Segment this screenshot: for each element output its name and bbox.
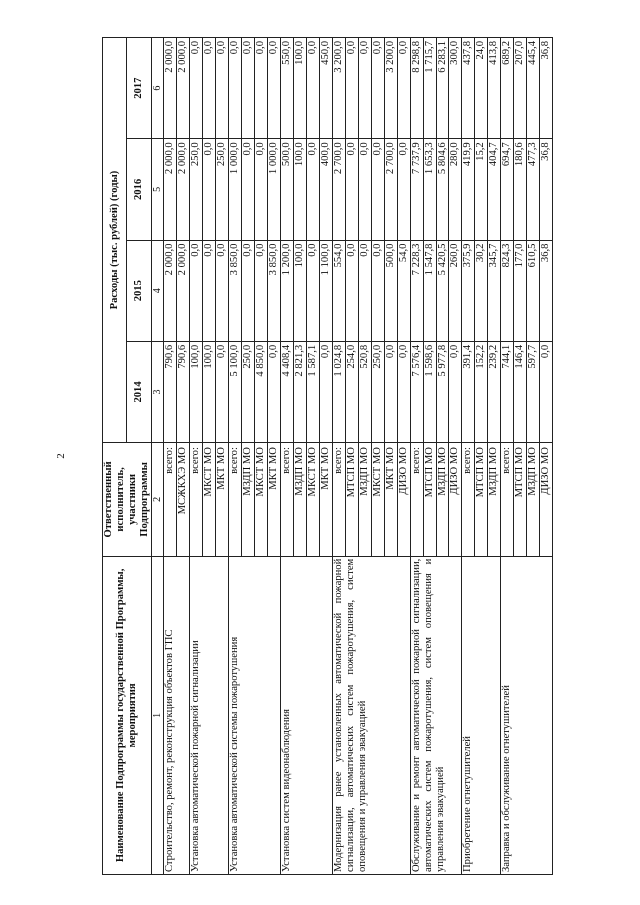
expense-cell: 0,0 bbox=[397, 139, 410, 240]
table-row bbox=[501, 38, 514, 875]
expense-cell: 1 000,0 bbox=[229, 139, 242, 240]
expense-cell: 3 850,0 bbox=[229, 240, 242, 341]
activity-name: Строительство, ремонт, реконструкция объектов ГПС bbox=[164, 556, 190, 874]
table-row bbox=[190, 38, 203, 875]
expense-cell: 1 653,3 bbox=[423, 139, 436, 240]
expense-cell: 0,0 bbox=[254, 139, 267, 240]
activity-name: Приобретение огнетушителей bbox=[462, 556, 501, 874]
expense-cell: 100,0 bbox=[293, 240, 306, 341]
expense-cell: 100,0 bbox=[293, 38, 306, 139]
expense-cell: 2 000,0 bbox=[177, 38, 190, 139]
expense-cell: 0,0 bbox=[540, 341, 553, 442]
executor-cell: МТСП МО bbox=[423, 443, 436, 557]
expense-cell: 0,0 bbox=[190, 38, 203, 139]
expense-cell: 450,0 bbox=[319, 38, 332, 139]
expense-cell: 520,8 bbox=[358, 341, 371, 442]
table-row bbox=[229, 38, 242, 875]
executor-cell: МКСТ МО bbox=[203, 443, 216, 557]
expense-cell: 554,0 bbox=[332, 240, 345, 341]
executor-cell: всего: bbox=[462, 443, 475, 557]
expense-cell: 437,8 bbox=[462, 38, 475, 139]
expense-cell: 0,0 bbox=[449, 341, 462, 442]
expense-cell: 0,0 bbox=[241, 38, 254, 139]
expense-cell: 0,0 bbox=[345, 240, 358, 341]
executor-cell: всего: bbox=[229, 443, 242, 557]
activity-name: Установка систем видеонаблюдения bbox=[280, 556, 332, 874]
expense-cell: 0,0 bbox=[358, 38, 371, 139]
table-row bbox=[462, 38, 475, 875]
table-row bbox=[164, 38, 177, 875]
expense-cell: 1 587,1 bbox=[306, 341, 319, 442]
expenses-table bbox=[102, 37, 553, 875]
expense-cell: 404,7 bbox=[488, 139, 501, 240]
expense-cell: 744,1 bbox=[501, 341, 514, 442]
executor-cell: всего: bbox=[501, 443, 514, 557]
expense-cell: 24,0 bbox=[475, 38, 488, 139]
column-number: 2 bbox=[151, 443, 163, 557]
expense-cell: 0,0 bbox=[267, 341, 280, 442]
expense-cell: 0,0 bbox=[216, 341, 229, 442]
expense-cell: 413,8 bbox=[488, 38, 501, 139]
expense-cell: 0,0 bbox=[358, 139, 371, 240]
expense-cell: 0,0 bbox=[254, 38, 267, 139]
expense-cell: 0,0 bbox=[254, 240, 267, 341]
expense-cell: 4 408,4 bbox=[280, 341, 293, 442]
executor-cell: МЗДП МО bbox=[436, 443, 449, 557]
expense-cell: 250,0 bbox=[190, 139, 203, 240]
executor-cell: МЗДП МО bbox=[527, 443, 540, 557]
column-number: 6 bbox=[151, 38, 163, 139]
expense-cell: 445,4 bbox=[527, 38, 540, 139]
expense-cell: 36,8 bbox=[540, 38, 553, 139]
expense-cell: 36,8 bbox=[540, 240, 553, 341]
expense-cell: 0,0 bbox=[229, 38, 242, 139]
executor-cell: всего: bbox=[164, 443, 177, 557]
executor-cell: МТСП МО bbox=[345, 443, 358, 557]
expense-cell: 1 100,0 bbox=[319, 240, 332, 341]
expense-cell: 7 576,4 bbox=[410, 341, 423, 442]
table-row bbox=[410, 38, 423, 875]
header-name: Наименование Подпрограммы государственной Программы, мероприятия bbox=[103, 556, 152, 874]
executor-cell: МТСП МО bbox=[514, 443, 527, 557]
activity-name: Установка автоматической пожарной сигнализации bbox=[190, 556, 229, 874]
expense-cell: 3 200,0 bbox=[384, 38, 397, 139]
expense-cell: 0,0 bbox=[203, 240, 216, 341]
expense-cell: 2 000,0 bbox=[177, 240, 190, 341]
expense-cell: 5 420,5 bbox=[436, 240, 449, 341]
expense-cell: 254,0 bbox=[345, 341, 358, 442]
expense-cell: 177,0 bbox=[514, 240, 527, 341]
activity-name: Установка автоматической системы пожаротушения bbox=[229, 556, 281, 874]
expense-cell: 0,0 bbox=[358, 240, 371, 341]
column-number: 3 bbox=[151, 341, 163, 442]
header-year: 2014 bbox=[127, 341, 151, 442]
expense-cell: 0,0 bbox=[345, 139, 358, 240]
table-row bbox=[280, 38, 293, 875]
expense-cell: 345,7 bbox=[488, 240, 501, 341]
expense-cell: 0,0 bbox=[306, 38, 319, 139]
expense-cell: 0,0 bbox=[371, 38, 384, 139]
executor-cell: ДИЗО МО bbox=[540, 443, 553, 557]
expense-cell: 0,0 bbox=[397, 341, 410, 442]
executor-cell: МКТ МО bbox=[319, 443, 332, 557]
expense-cell: 239,2 bbox=[488, 341, 501, 442]
expense-cell: 0,0 bbox=[203, 139, 216, 240]
expense-cell: 30,2 bbox=[475, 240, 488, 341]
expense-cell: 824,3 bbox=[501, 240, 514, 341]
expense-cell: 694,7 bbox=[501, 139, 514, 240]
expense-cell: 375,9 bbox=[462, 240, 475, 341]
expense-cell: 36,8 bbox=[540, 139, 553, 240]
expense-cell: 180,6 bbox=[514, 139, 527, 240]
column-number: 4 bbox=[151, 240, 163, 341]
expense-cell: 0,0 bbox=[371, 240, 384, 341]
expense-cell: 500,0 bbox=[280, 139, 293, 240]
expense-cell: 0,0 bbox=[319, 341, 332, 442]
expense-cell: 3 200,0 bbox=[332, 38, 345, 139]
expense-cell: 207,0 bbox=[514, 38, 527, 139]
expense-cell: 2 700,0 bbox=[384, 139, 397, 240]
expense-cell: 0,0 bbox=[306, 240, 319, 341]
expense-cell: 0,0 bbox=[203, 38, 216, 139]
executor-cell: МЗДП МО bbox=[488, 443, 501, 557]
expense-cell: 4 850,0 bbox=[254, 341, 267, 442]
expense-cell: 2 700,0 bbox=[332, 139, 345, 240]
expense-cell: 597,7 bbox=[527, 341, 540, 442]
expense-cell: 0,0 bbox=[216, 240, 229, 341]
expense-cell: 2 821,3 bbox=[293, 341, 306, 442]
executor-cell: МЗДП МО bbox=[293, 443, 306, 557]
expense-cell: 5 100,0 bbox=[229, 341, 242, 442]
expense-cell: 0,0 bbox=[384, 341, 397, 442]
header-year: 2016 bbox=[127, 139, 151, 240]
executor-cell: МСЖКХЭ МО bbox=[177, 443, 190, 557]
expense-cell: 7 737,9 bbox=[410, 139, 423, 240]
expense-cell: 5 804,6 bbox=[436, 139, 449, 240]
expense-cell: 7 228,3 bbox=[410, 240, 423, 341]
activity-name: Обслуживание и ремонт автоматической пожарной сигнализации, автоматических систем пожаротушения, систем оповещения и управления эвакуацией bbox=[410, 556, 462, 874]
activity-name: Модернизация ранее установленных автоматической пожарной сигнализации, автоматических систем пожаротушения, систем оповещения и управления эвакуацией bbox=[332, 556, 410, 874]
expense-cell: 550,0 bbox=[280, 38, 293, 139]
expense-cell: 300,0 bbox=[449, 38, 462, 139]
expense-cell: 2 000,0 bbox=[177, 139, 190, 240]
expense-cell: 100,0 bbox=[203, 341, 216, 442]
expense-cell: 419,9 bbox=[462, 139, 475, 240]
expense-cell: 1 715,7 bbox=[423, 38, 436, 139]
expense-cell: 5 977,8 bbox=[436, 341, 449, 442]
activity-name: Заправка и обслуживание огнетушителей bbox=[501, 556, 553, 874]
expense-cell: 0,0 bbox=[267, 38, 280, 139]
executor-cell: ДИЗО МО bbox=[449, 443, 462, 557]
expense-cell: 0,0 bbox=[371, 139, 384, 240]
executor-cell: МЗДП МО bbox=[358, 443, 371, 557]
expense-cell: 250,0 bbox=[216, 139, 229, 240]
executor-cell: всего: bbox=[332, 443, 345, 557]
expense-cell: 2 000,0 bbox=[164, 240, 177, 341]
expense-cell: 0,0 bbox=[345, 38, 358, 139]
column-number: 5 bbox=[151, 139, 163, 240]
executor-cell: МТСП МО bbox=[475, 443, 488, 557]
expense-cell: 280,0 bbox=[449, 139, 462, 240]
executor-cell: ДИЗО МО bbox=[397, 443, 410, 557]
column-number: 1 bbox=[151, 556, 163, 874]
expense-cell: 2 000,0 bbox=[164, 139, 177, 240]
expense-cell: 1 200,0 bbox=[280, 240, 293, 341]
expense-cell: 8 298,8 bbox=[410, 38, 423, 139]
expense-cell: 0,0 bbox=[241, 240, 254, 341]
expense-cell: 2 000,0 bbox=[164, 38, 177, 139]
expense-cell: 15,2 bbox=[475, 139, 488, 240]
table-row bbox=[332, 38, 345, 875]
expense-cell: 54,0 bbox=[397, 240, 410, 341]
expense-cell: 100,0 bbox=[190, 341, 203, 442]
executor-cell: всего: bbox=[280, 443, 293, 557]
expense-cell: 1 024,8 bbox=[332, 341, 345, 442]
header-executor: Ответственный исполнитель, участники Подпрограммы bbox=[103, 443, 152, 557]
expense-cell: 0,0 bbox=[397, 38, 410, 139]
executor-cell: МКТ МО bbox=[267, 443, 280, 557]
expense-cell: 1 000,0 bbox=[267, 139, 280, 240]
expense-cell: 3 850,0 bbox=[267, 240, 280, 341]
executor-cell: МКТ МО bbox=[384, 443, 397, 557]
executor-cell: МКСТ МО bbox=[254, 443, 267, 557]
expense-cell: 1 598,6 bbox=[423, 341, 436, 442]
expense-cell: 146,4 bbox=[514, 341, 527, 442]
executor-cell: МКСТ МО bbox=[306, 443, 319, 557]
table-body bbox=[164, 38, 553, 875]
expense-cell: 0,0 bbox=[241, 139, 254, 240]
executor-cell: МЗДП МО bbox=[241, 443, 254, 557]
expense-cell: 260,0 bbox=[449, 240, 462, 341]
expense-cell: 610,5 bbox=[527, 240, 540, 341]
rotated-page bbox=[102, 37, 602, 875]
executor-cell: МКТ МО bbox=[216, 443, 229, 557]
expense-cell: 400,0 bbox=[319, 139, 332, 240]
header-expenses: Расходы (тыс. рублей) (годы) bbox=[103, 38, 127, 443]
expense-cell: 0,0 bbox=[190, 240, 203, 341]
executor-cell: всего: bbox=[190, 443, 203, 557]
expense-cell: 0,0 bbox=[216, 38, 229, 139]
expense-cell: 477,3 bbox=[527, 139, 540, 240]
expense-cell: 391,4 bbox=[462, 341, 475, 442]
expense-cell: 790,6 bbox=[164, 341, 177, 442]
expense-cell: 500,0 bbox=[384, 240, 397, 341]
expense-cell: 100,0 bbox=[293, 139, 306, 240]
expense-cell: 1 547,8 bbox=[423, 240, 436, 341]
expense-cell: 689,2 bbox=[501, 38, 514, 139]
expense-cell: 250,0 bbox=[241, 341, 254, 442]
page-number: 2 bbox=[54, 453, 67, 459]
header-year: 2015 bbox=[127, 240, 151, 341]
expense-cell: 0,0 bbox=[306, 139, 319, 240]
expense-cell: 152,2 bbox=[475, 341, 488, 442]
expense-cell: 250,0 bbox=[371, 341, 384, 442]
executor-cell: всего: bbox=[410, 443, 423, 557]
header-year: 2017 bbox=[127, 38, 151, 139]
expense-cell: 790,6 bbox=[177, 341, 190, 442]
expense-cell: 6 283,1 bbox=[436, 38, 449, 139]
executor-cell: МКСТ МО bbox=[371, 443, 384, 557]
